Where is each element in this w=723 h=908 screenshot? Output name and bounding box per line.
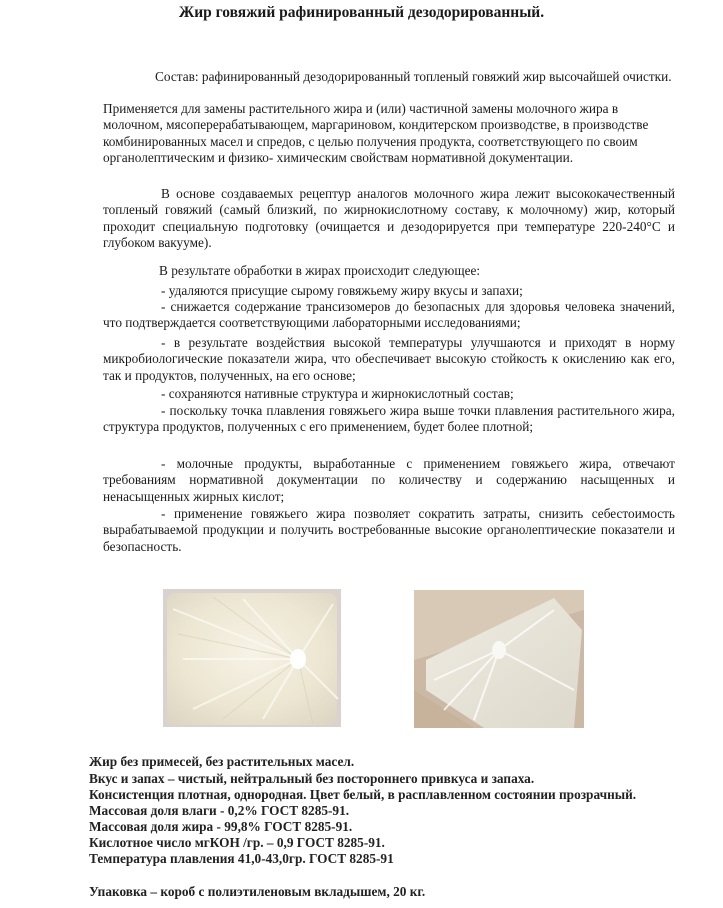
- spec-line: Температура плавления 41,0-43,0гр. ГОСТ 8285-91: [89, 851, 394, 866]
- spec-line: Массовая доля влаги - 0,2% ГОСТ 8285-91.: [89, 803, 350, 818]
- spec-line: Жир без примесей, без растительных масел.: [89, 754, 355, 769]
- results-heading: В результате обработки в жирах происходит следующее:: [159, 263, 481, 278]
- spec-line: Консистенция плотная, однородная. Цвет белый, в расплавленном состоянии прозрачный.: [89, 787, 637, 802]
- result-item: - в результате воздействия высокой температуры улучшаются и приходят в норму микробиологические показатели жира, что обеспечивает высокую стойкость к окислению как его, так и продуктов, полученных, на его основе;: [103, 335, 675, 383]
- result-item: - удаляются присущие сырому говяжьему жиру вкусы и запахи;: [161, 283, 523, 298]
- composition-paragraph: Состав: рафинированный дезодорированный топленый говяжий жир высочайшей очистки.: [155, 69, 672, 84]
- result-item: - молочные продукты, выработанные с применением говяжьего жира, отвечают требованиям нормативной документации по количеству и содержанию насыщенных и ненасыщенных жирных кислот;: [103, 456, 675, 504]
- packaging-line: Упаковка – короб с полиэтиленовым вкладышем, 20 кг.: [89, 884, 426, 899]
- product-photo-bag: [163, 589, 341, 727]
- fat-block-box-image: [414, 590, 584, 728]
- document-title: Жир говяжий рафинированный дезодорированный.: [178, 4, 545, 21]
- result-item: - поскольку точка плавления говяжьего жира выше точки плавления растительного жира, структура продуктов, полученных с его применением, будет более плотной;: [103, 403, 675, 435]
- result-item: - применение говяжьего жира позволяет сократить затраты, снизить себестоимость вырабатываемой продукции и получить востребованные высокие органолептические показатели и безопасность.: [103, 506, 675, 554]
- spec-line: Вкус и запах – чистый, нейтральный без постороннего привкуса и запаха.: [89, 771, 535, 786]
- product-photo-box: [414, 590, 584, 728]
- basis-paragraph: В основе создаваемых рецептур аналогов молочного жира лежит высококачественный топленый говяжий (самый близкий, по жирнокислотному составу, к молочному) жир, который проходит специальную подготовку (очищается и дезодорируется при температуре 220-240°С и глубоком вакууме).: [103, 186, 675, 250]
- result-item: - сохраняются нативные структура и жирнокислотный состав;: [161, 386, 514, 401]
- spec-line: Массовая доля жира - 99,8% ГОСТ 8285-91.: [89, 819, 353, 834]
- usage-paragraph: Применяется для замены растительного жира и (или) частичной замены молочного жира в молочном, мясоперерабатывающем, маргариновом, кондитерском производстве, в производстве комбинированных масел и спредов, с целью получения продукта, соответствующего по своим органолептическим и физико- химическим свойствам нормативной документации.: [103, 101, 649, 165]
- result-item: - снижается содержание трансизомеров до безопасных для здоровья человека значений, что подтверждается соответствующими лабораторными исследованиями;: [103, 299, 675, 331]
- fat-block-bag-image: [163, 589, 341, 727]
- spec-line: Кислотное число мгКОН /гр. – 0,9 ГОСТ 8285-91.: [89, 835, 385, 850]
